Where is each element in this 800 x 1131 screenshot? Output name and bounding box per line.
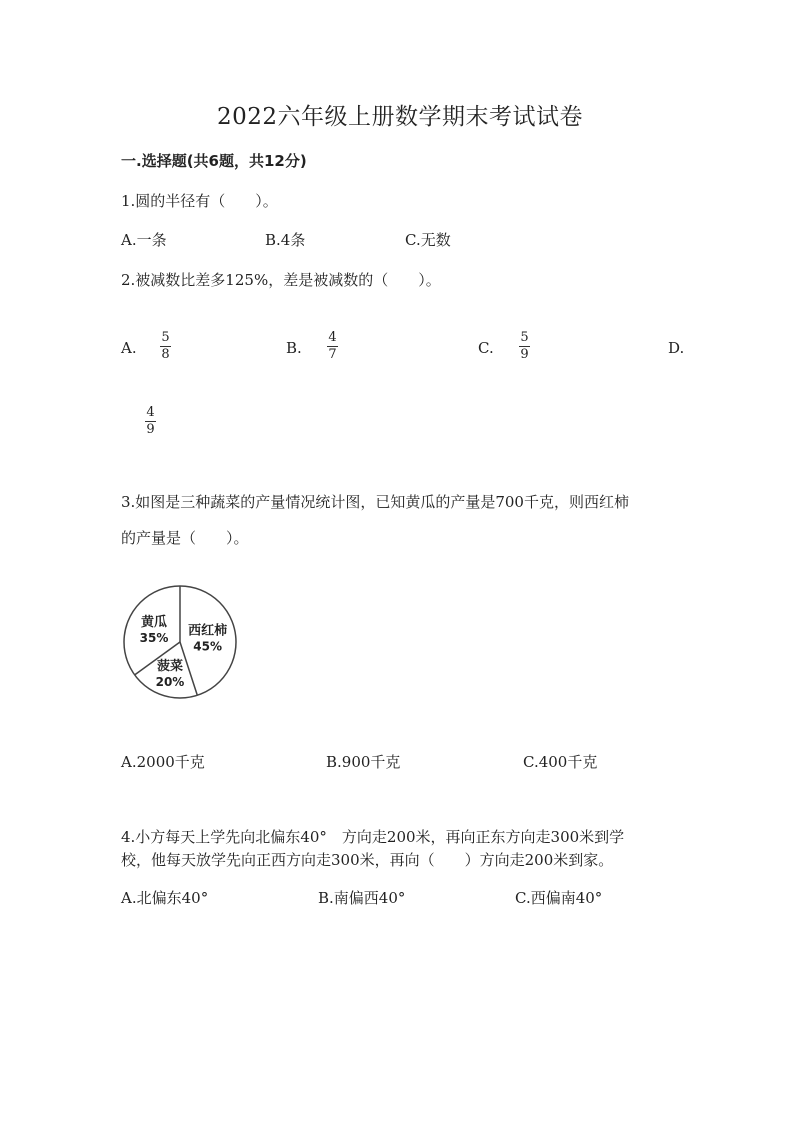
- question-2-stem: 2.被减数比差多125%，差是被减数的（ ）。: [121, 271, 441, 289]
- q4-option-c[interactable]: C.西偏南40°: [515, 889, 603, 907]
- q3-option-c[interactable]: C.400千克: [523, 753, 598, 771]
- question-3-stem-line2: 的产量是（ ）。: [121, 529, 249, 547]
- q2-option-b-letter[interactable]: B.: [286, 339, 302, 357]
- pie-value-spinach: 20%: [155, 674, 185, 689]
- vegetable-pie-chart: [118, 580, 258, 710]
- fraction-denominator: 8: [161, 347, 170, 362]
- q1-option-c[interactable]: C.无数: [405, 231, 451, 249]
- q2-option-d-letter[interactable]: D.: [668, 339, 685, 357]
- q3-option-a[interactable]: A.2000千克: [121, 753, 205, 771]
- fraction-numerator: 5: [161, 330, 170, 345]
- pie-label-spinach: 菠菜: [156, 658, 183, 674]
- question-1-stem: 1.圆的半径有（ ）。: [121, 192, 278, 210]
- q1-option-b[interactable]: B.4条: [265, 231, 306, 249]
- pie-value-tomato: 45%: [193, 639, 223, 654]
- question-4-stem-line2: 校，他每天放学先向正西方向走300米，再向（ ）方向走200米到家。: [121, 851, 614, 869]
- fraction-numerator: 4: [328, 330, 337, 345]
- question-3-stem-line1: 3.如图是三种蔬菜的产量情况统计图，已知黄瓜的产量是700千克，则西红柿: [121, 493, 629, 511]
- pie-label-cucumber: 黄瓜: [141, 614, 168, 630]
- fraction-numerator: 4: [146, 405, 155, 420]
- section-heading: 一.选择题(共6题，共12分): [121, 152, 307, 170]
- fraction-denominator: 9: [520, 347, 529, 362]
- q2-option-c-letter[interactable]: C.: [478, 339, 494, 357]
- fraction-numerator: 5: [520, 330, 529, 345]
- q4-option-a[interactable]: A.北偏东40°: [121, 889, 209, 907]
- q2-option-a-fraction[interactable]: [160, 331, 171, 362]
- question-4-stem-line1: 4.小方每天上学先向北偏东40° 方向走200米，再向正东方向走300米到学: [121, 828, 625, 846]
- q2-option-d-fraction[interactable]: [145, 406, 156, 437]
- fraction-denominator: 7: [328, 347, 337, 362]
- q4-option-b[interactable]: B.南偏西40°: [318, 889, 406, 907]
- q2-option-c-fraction[interactable]: [519, 331, 530, 362]
- pie-label-tomato: 西红柿: [188, 623, 228, 639]
- q3-option-b[interactable]: B.900千克: [326, 753, 401, 771]
- page-title: 2022六年级上册数学期末考试试卷: [216, 104, 584, 130]
- q2-option-b-fraction[interactable]: [327, 331, 338, 362]
- q2-option-a-letter[interactable]: A.: [121, 339, 137, 357]
- fraction-denominator: 9: [146, 422, 155, 437]
- q1-option-a[interactable]: A.一条: [121, 231, 167, 249]
- pie-value-cucumber: 35%: [139, 630, 169, 645]
